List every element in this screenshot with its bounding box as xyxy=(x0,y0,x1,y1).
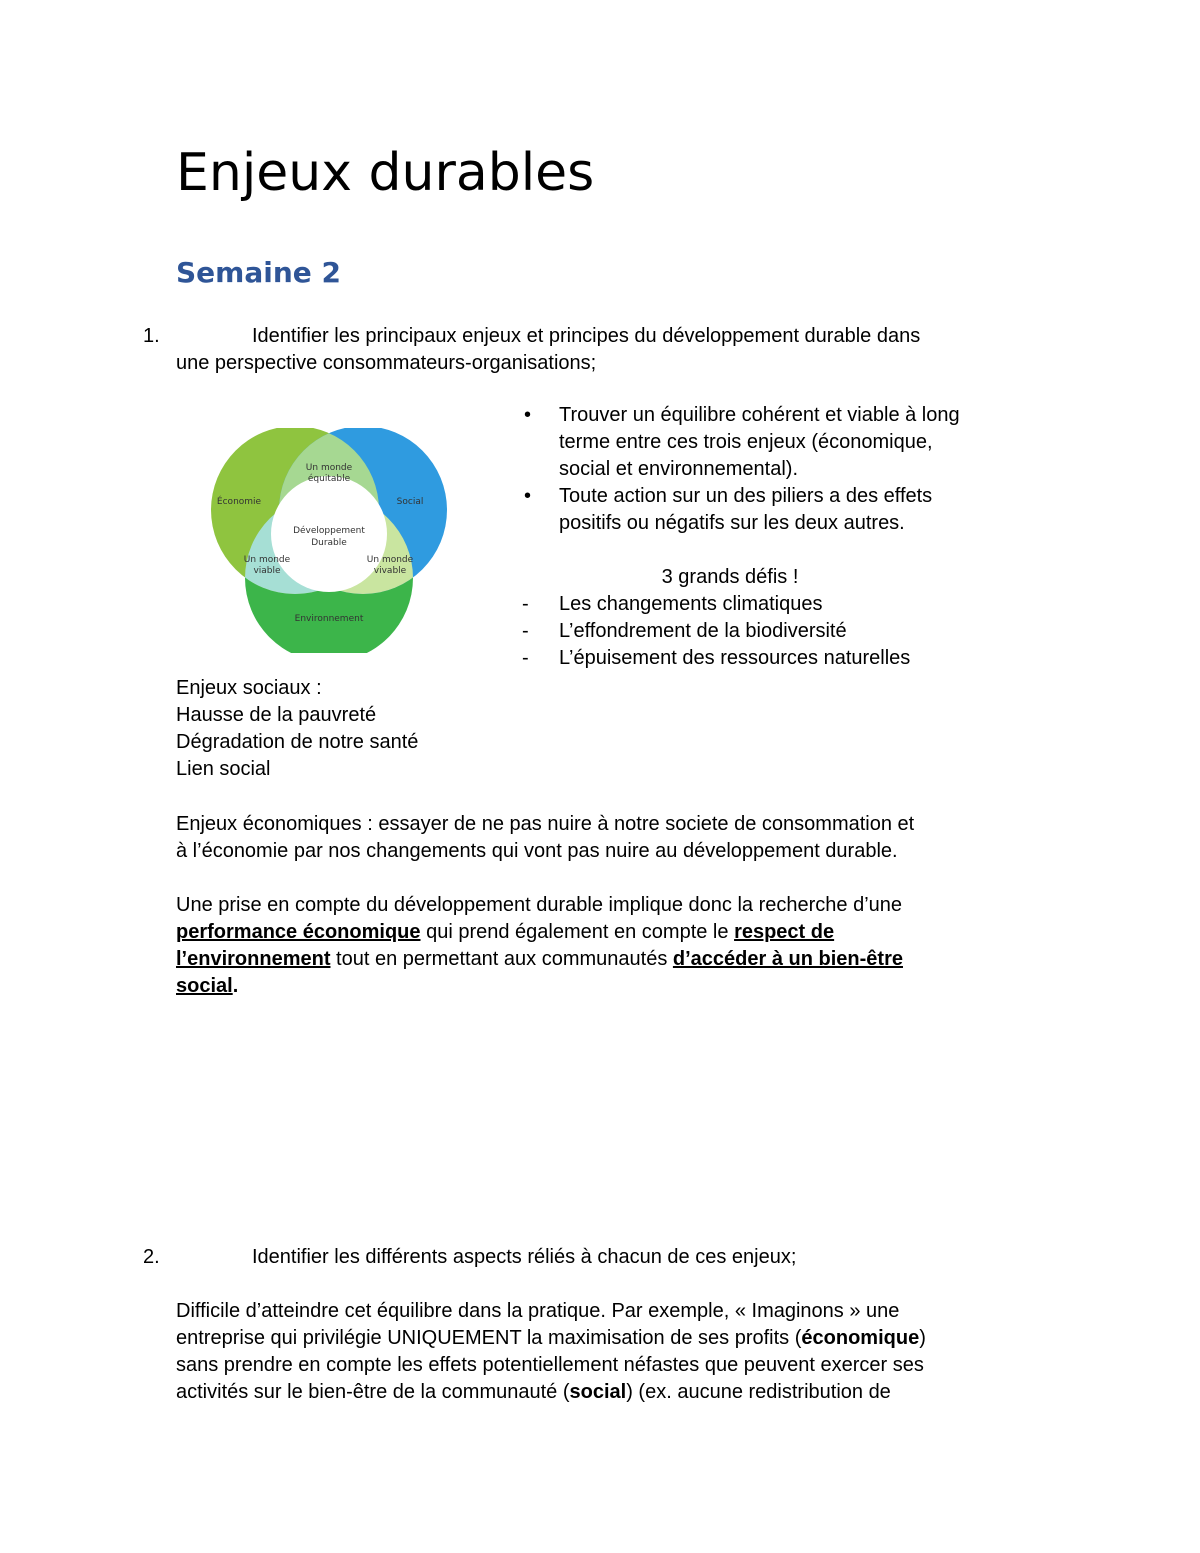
venn-diagram xyxy=(205,428,450,653)
prise-text: qui prend également en compte le xyxy=(420,921,735,943)
sociaux-item: Lien social xyxy=(176,758,271,780)
prise-line: Une prise en compte du développement durable implique donc la recherche d’une xyxy=(176,894,903,916)
prise-en-compte-paragraph xyxy=(176,892,1036,1000)
bullet-line: social et environnemental). xyxy=(559,458,799,480)
prise-line xyxy=(176,973,1036,1000)
label-center-1: Développement xyxy=(293,526,365,536)
emphasis-social: social xyxy=(176,975,233,997)
bullet-line: Trouver un équilibre cohérent et viable à long xyxy=(559,404,960,426)
defis-heading: 3 grands défis ! xyxy=(661,566,799,588)
bullet-item xyxy=(520,483,1000,537)
question-2-number: 2. xyxy=(143,1246,160,1268)
label-equitable-2: équitable xyxy=(307,474,351,484)
emphasis-respect: respect de xyxy=(734,921,835,943)
sociaux-item: Hausse de la pauvreté xyxy=(176,704,377,726)
difficile-line xyxy=(176,1379,1036,1406)
economiques-line: Enjeux économiques : essayer de ne pas nuire à notre societe de consommation et xyxy=(176,813,915,835)
question-2-text: Identifier les différents aspects réliés à chacun de ces enjeux; xyxy=(252,1246,797,1268)
label-vivable-2: vivable xyxy=(373,566,407,576)
prise-line xyxy=(176,946,1036,973)
emphasis-economique: économique xyxy=(801,1327,920,1349)
defi-text: Les changements climatiques xyxy=(559,593,823,615)
difficile-text: ) (ex. aucune redistribution de xyxy=(626,1381,891,1403)
defi-item xyxy=(520,645,1000,672)
label-center-2: Durable xyxy=(311,538,347,548)
bullet-line: positifs ou négatifs sur les deux autres. xyxy=(559,512,905,534)
difficile-text: ) xyxy=(919,1327,926,1349)
label-economie: Économie xyxy=(216,497,262,507)
defi-text: L’effondrement de la biodiversité xyxy=(559,620,847,642)
dash-icon: - xyxy=(522,593,529,615)
label-vivable-1: Un monde xyxy=(366,555,414,565)
bullets-column xyxy=(520,402,1000,672)
bullet-icon: • xyxy=(524,404,532,426)
difficile-line: sans prendre en compte les effets potentiellement néfastes que peuvent exercer ses xyxy=(176,1354,924,1376)
emphasis-performance: performance économique xyxy=(176,921,421,943)
prise-line xyxy=(176,919,1036,946)
difficile-line: Difficile d’atteindre cet équilibre dans la pratique. Par exemple, « Imaginons » une xyxy=(176,1300,900,1322)
emphasis-bien-etre: d’accéder à un bien-être xyxy=(672,948,903,970)
prise-text: tout en permettant aux communautés xyxy=(330,948,673,970)
prise-period: . xyxy=(232,975,239,997)
bullet-icon: • xyxy=(524,485,532,507)
question-1-number: 1. xyxy=(143,325,160,347)
label-equitable-1: Un monde xyxy=(305,463,353,473)
emphasis-social-2: social xyxy=(569,1381,627,1403)
label-social: Social xyxy=(396,497,424,507)
sociaux-heading: Enjeux sociaux : xyxy=(176,677,322,699)
label-viable-1: Un monde xyxy=(243,555,291,565)
defi-item xyxy=(520,618,1000,645)
emphasis-environnement: l’environnement xyxy=(176,948,331,970)
dash-icon: - xyxy=(522,620,529,642)
defi-item xyxy=(520,591,1000,618)
section-subtitle: Semaine 2 xyxy=(176,256,341,289)
question-1-line2: une perspective consommateurs-organisations; xyxy=(176,352,597,374)
difficile-paragraph xyxy=(176,1298,1036,1406)
dash-icon: - xyxy=(522,647,529,669)
economiques-line: à l’économie par nos changements qui vont pas nuire au développement durable. xyxy=(176,840,898,862)
sociaux-item: Dégradation de notre santé xyxy=(176,731,419,753)
enjeux-economiques xyxy=(176,811,1036,865)
question-1-line1: Identifier les principaux enjeux et principes du développement durable dans xyxy=(252,325,921,347)
label-environnement: Environnement xyxy=(294,614,364,624)
bullet-item xyxy=(520,402,1000,483)
bullet-line: Toute action sur un des piliers a des effets xyxy=(559,485,933,507)
difficile-text: activités sur le bien-être de la communauté ( xyxy=(176,1381,570,1403)
defi-text: L’épuisement des ressources naturelles xyxy=(559,647,911,669)
difficile-line xyxy=(176,1325,1036,1352)
enjeux-sociaux xyxy=(176,675,1036,783)
difficile-text: entreprise qui privilégie UNIQUEMENT la maximisation de ses profits ( xyxy=(176,1327,802,1349)
label-viable-2: viable xyxy=(253,566,281,576)
bullet-line: terme entre ces trois enjeux (économique, xyxy=(559,431,933,453)
page-title: Enjeux durables xyxy=(176,143,595,203)
